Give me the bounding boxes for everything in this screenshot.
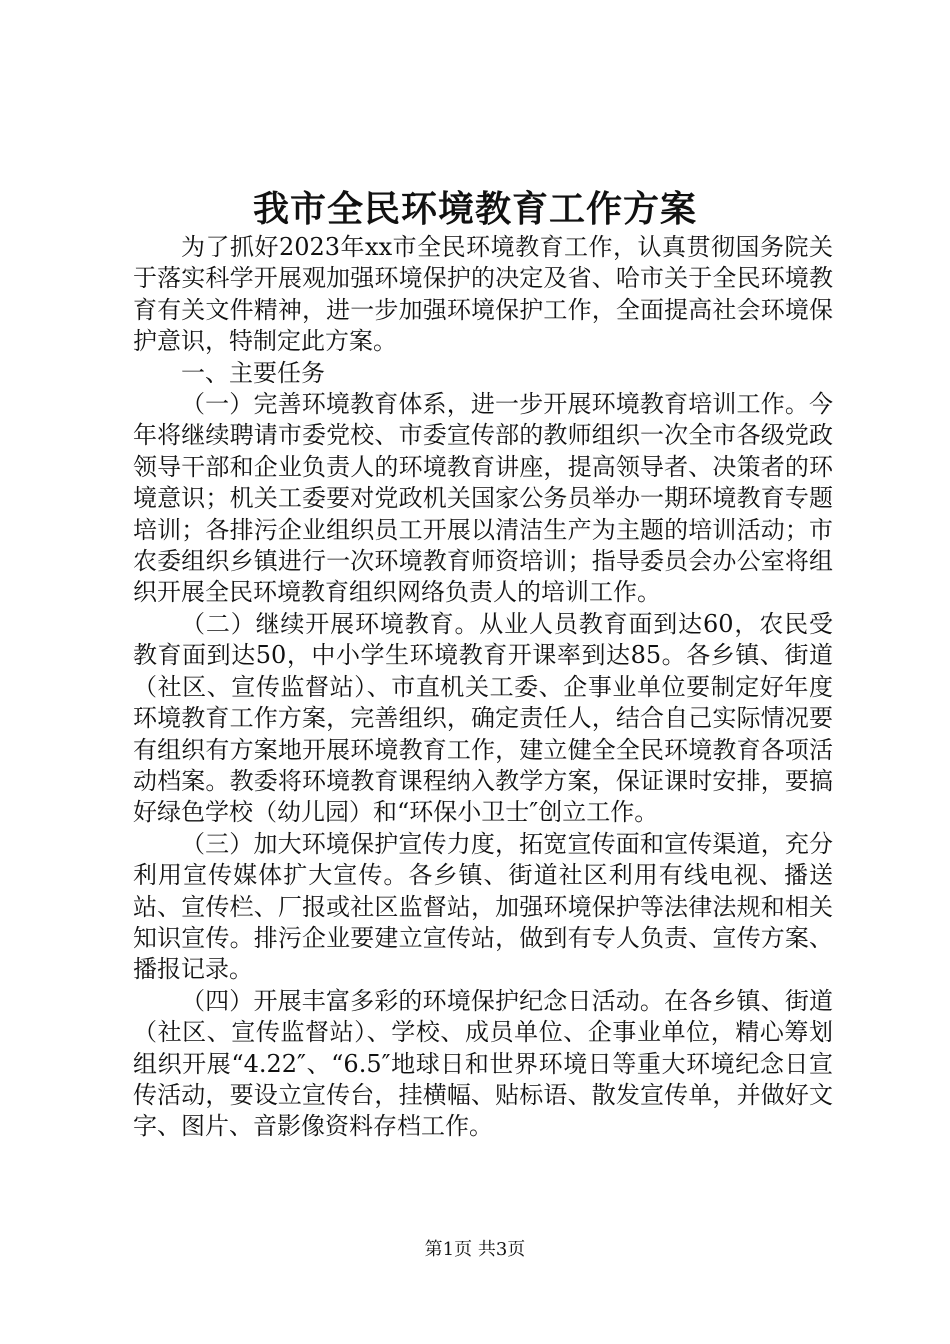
page-footer: 第1页 共3页 xyxy=(424,1239,526,1260)
document-body xyxy=(133,232,833,1143)
task-paragraph-3: （三）加大环境保护宣传力度，拓宽宣传面和宣传渠道，充分利用宣传媒体扩大宣传。各乡镇、街道社区利用有线电视、播送站、宣传栏、厂报或社区监督站，加强环境保护等法律法规和相关知识宣传。排污企业要建立宣传站，做到有专人负责、宣传方案、播报记录。 xyxy=(133,829,833,984)
intro-paragraph: 为了抓好2023年xx市全民环境教育工作，认真贯彻国务院关于落实科学开展观加强环境保护的决定及省、哈市关于全民环境教育有关文件精神，进一步加强环境保护工作，全面提高社会环境保护意识，特制定此方案。 xyxy=(133,233,833,356)
document-title: 我市全民环境教育工作方案 xyxy=(252,188,697,230)
task-paragraph-4: （四）开展丰富多彩的环境保护纪念日活动。在各乡镇、街道（社区、宣传监督站）、学校、成员单位、企事业单位，精心筹划组织开展“4.22″、“6.5″地球日和世界环境日等重大环境纪念日宣传活动，要设立宣传台，挂横幅、贴标语、散发宣传单，并做好文字、图片、音影像资料存档工作。 xyxy=(133,986,833,1141)
task-paragraph-1: （一）完善环境教育体系，进一步开展环境教育培训工作。今年将继续聘请市委党校、市委宣传部的教师组织一次全市各级党政领导干部和企业负责人的环境教育讲座，提高领导者、决策者的环境意识；机关工委要对党政机关国家公务员举办一期环境教育专题培训；各排污企业组织员工开展以清洁生产为主题的培训活动；市农委组织乡镇进行一次环境教育师资培训；指导委员会办公室将组织开展全民环境教育组织网络负责人的培训工作。 xyxy=(133,390,833,607)
task-paragraph-2: （二）继续开展环境教育。从业人员教育面到达60，农民受教育面到达50，中小学生环境教育开课率到达85。各乡镇、街道（社区、宣传监督站）、市直机关工委、企事业单位要制定好年度环境教育工作方案，完善组织，确定责任人，结合自己实际情况要有组织有方案地开展环境教育工作，建立健全全民环境教育各项活动档案。教委将环境教育课程纳入教学方案，保证课时安排，要搞好绿色学校（幼儿园）和“环保小卫士″创立工作。 xyxy=(133,609,833,827)
section-heading: 一、主要任务 xyxy=(181,358,325,387)
